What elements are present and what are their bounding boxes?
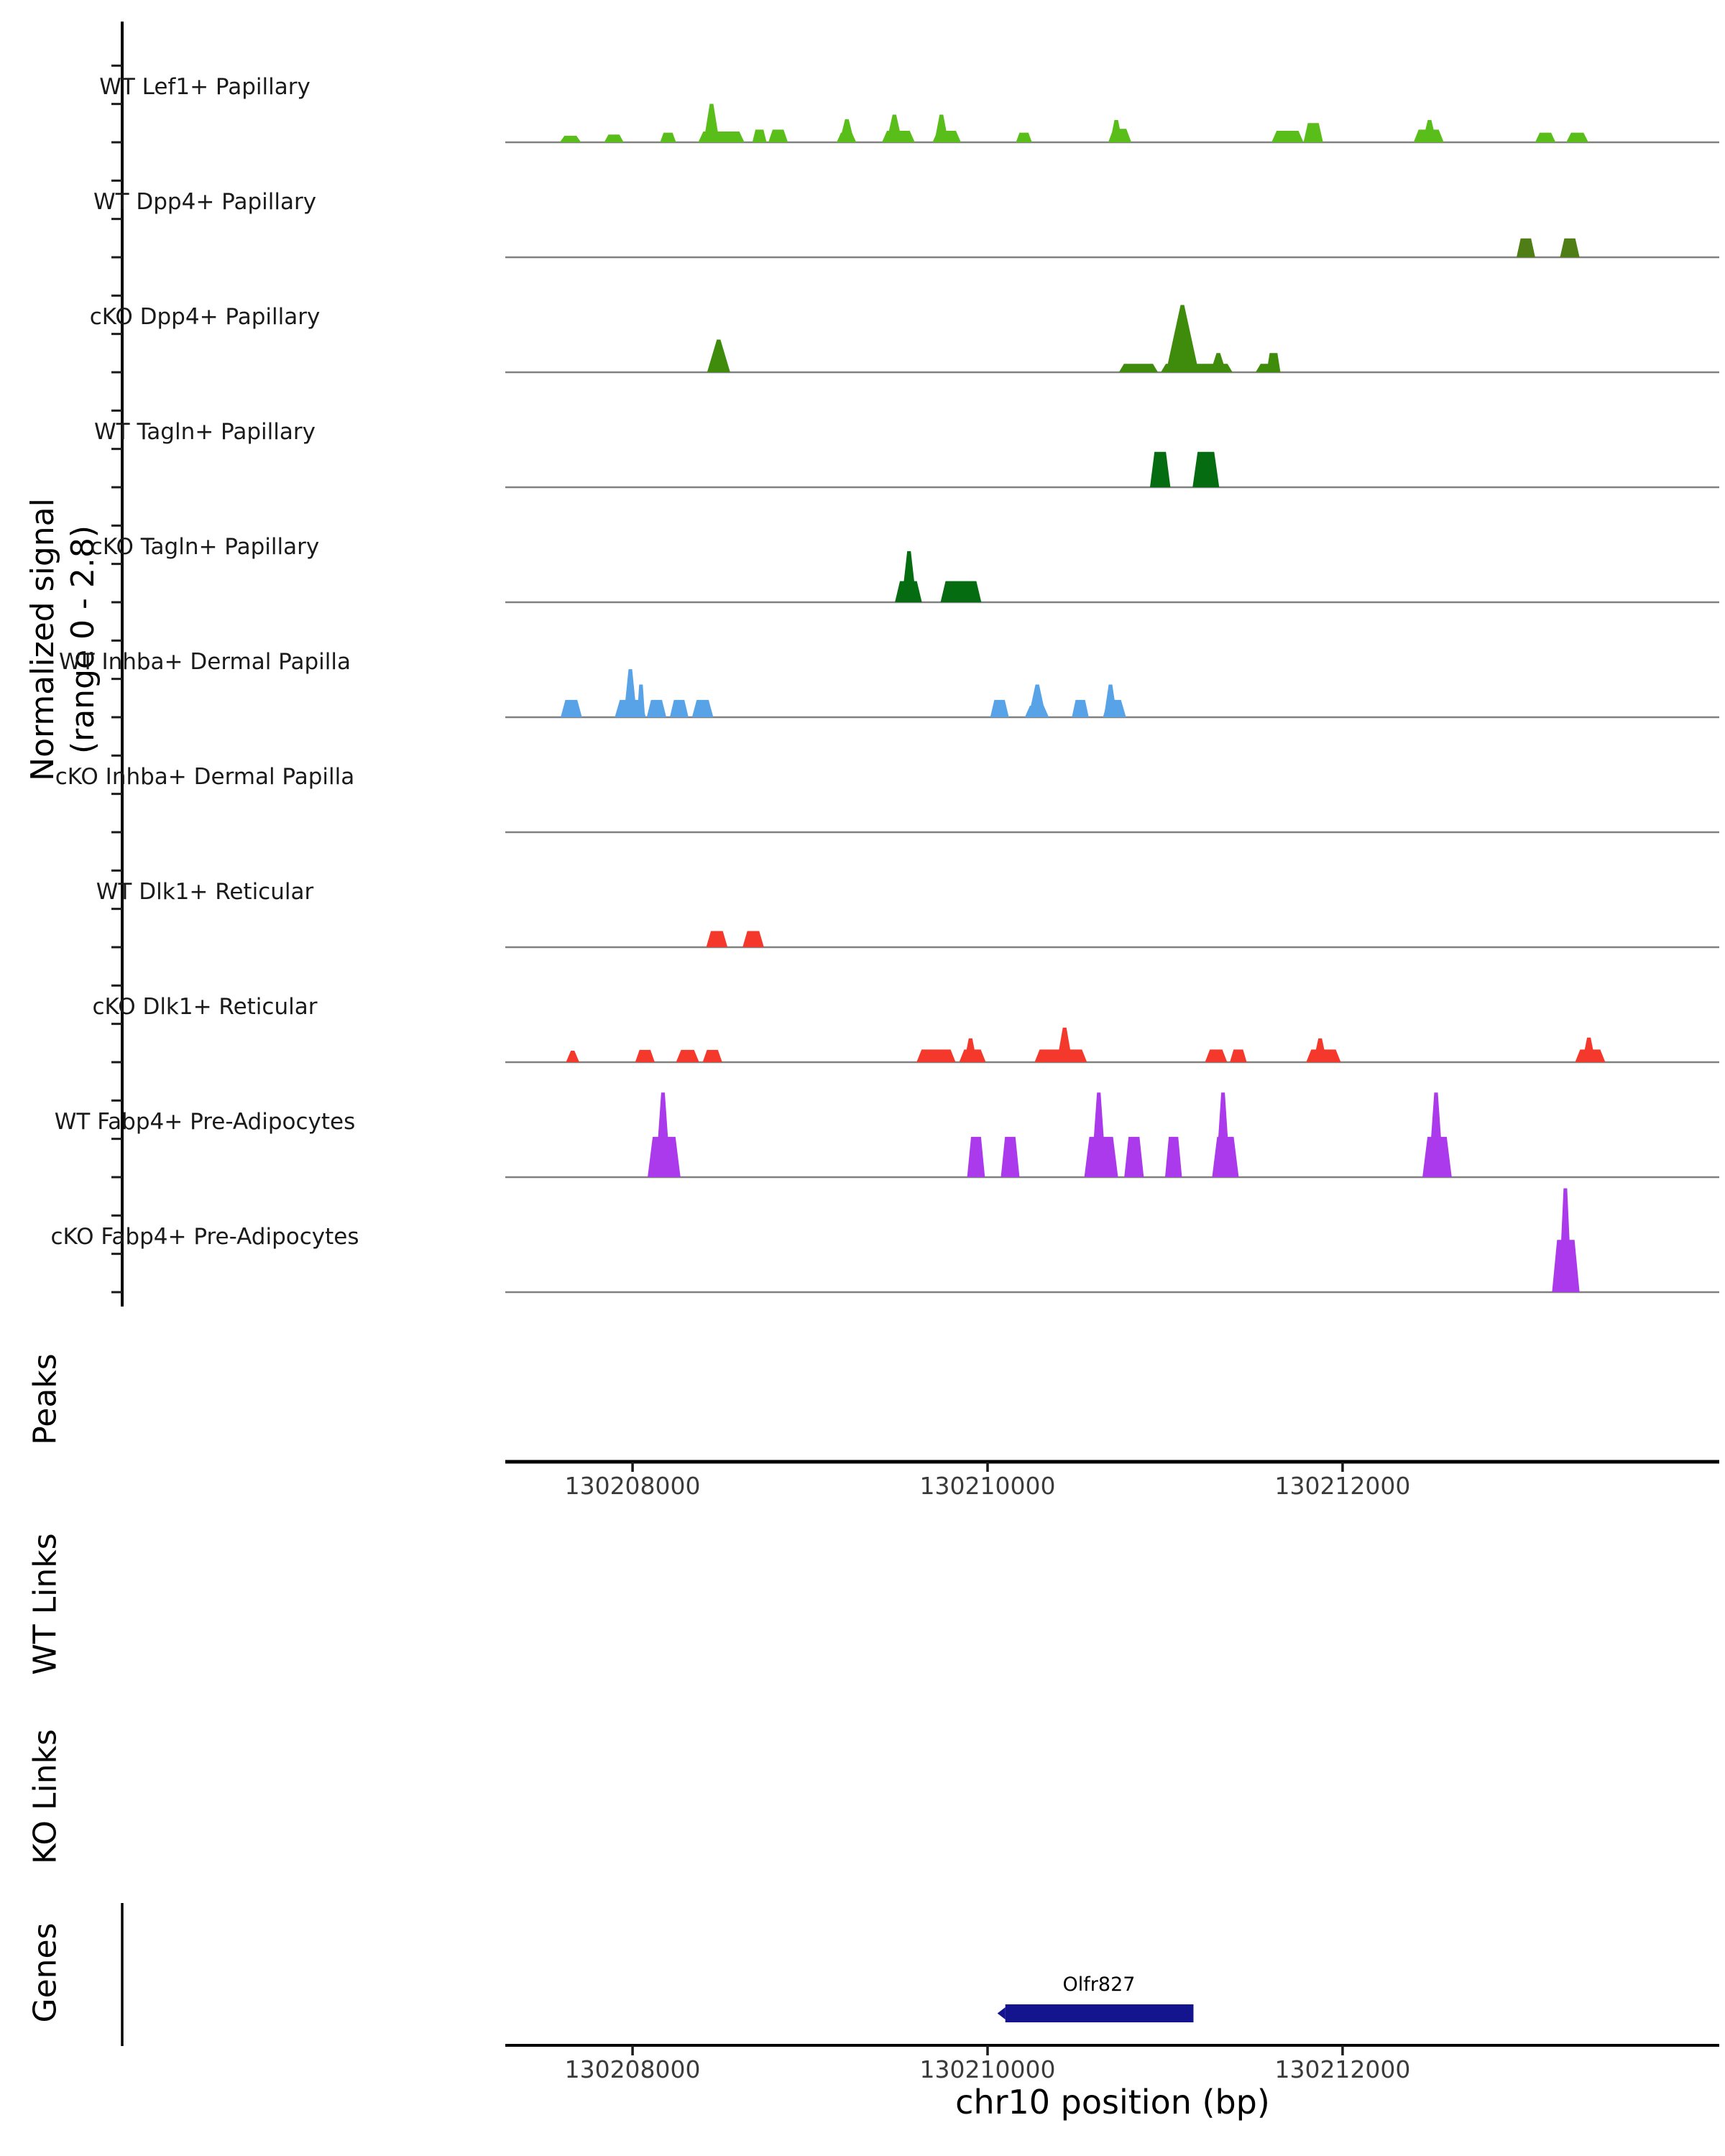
signal-peak — [1072, 700, 1088, 717]
bottom-axis-tick-label: 130208000 — [564, 2055, 701, 2083]
signal-peak — [886, 114, 902, 142]
track-label: cKO Tagln+ Papillary — [90, 534, 320, 560]
signal-peak — [753, 129, 767, 142]
signal-peak — [1192, 452, 1219, 487]
signal-peak — [1150, 452, 1170, 487]
signal-peak — [1230, 1049, 1246, 1062]
signal-peak — [560, 136, 581, 142]
track-label: cKO Dlk1+ Reticular — [92, 994, 318, 1020]
track-label: WT Dpp4+ Papillary — [93, 189, 317, 215]
signal-peak — [1271, 131, 1303, 142]
signal-peak — [635, 1050, 655, 1062]
signal-peak — [1124, 1137, 1144, 1177]
peaks-axis-tick-label: 130208000 — [564, 1472, 701, 1500]
signal-peak — [656, 1092, 671, 1177]
signal-peak — [1205, 1049, 1228, 1062]
signal-peak — [1091, 1092, 1106, 1177]
track-label: WT Inhba+ Dermal Papilla — [59, 649, 351, 675]
track-label: WT Fabp4+ Pre-Adipocytes — [54, 1109, 356, 1135]
bottom-axis-tick-label: 130212000 — [1274, 2055, 1411, 2083]
bottom-axis-tick-label: 130210000 — [919, 2055, 1056, 2083]
signal-peak — [1428, 1092, 1443, 1177]
track-label: WT Dlk1+ Reticular — [96, 879, 314, 905]
section-label-genes: Genes — [27, 1922, 64, 2023]
signal-peak — [916, 1049, 955, 1062]
y-axis-title-line2: (range 0 - 2.8) — [65, 525, 101, 755]
signal-peak — [1001, 1137, 1020, 1177]
track-label: cKO Dpp4+ Papillary — [89, 304, 321, 330]
signal-peak — [1304, 123, 1323, 142]
signal-peak — [676, 1050, 699, 1062]
x-axis-title: chr10 position (bp) — [955, 2083, 1270, 2122]
track-label: WT Lef1+ Papillary — [99, 74, 310, 100]
signal-peak — [990, 700, 1009, 717]
signal-peak — [670, 700, 689, 717]
section-label-peaks: Peaks — [27, 1353, 64, 1445]
signal-peak — [1535, 133, 1555, 142]
signal-peak — [768, 129, 788, 142]
signal-peak — [901, 551, 916, 602]
signal-peak — [566, 1051, 579, 1062]
signal-peak — [1029, 685, 1046, 717]
signal-peak — [1210, 353, 1226, 372]
gene-body — [1006, 2004, 1194, 2022]
signal-peak — [624, 669, 638, 717]
gene-strand-arrow — [998, 2007, 1006, 2019]
signal-peak — [1517, 239, 1535, 257]
signal-peak — [707, 340, 730, 372]
peaks-axis-tick-label: 130212000 — [1274, 1472, 1411, 1500]
signal-peak — [1119, 364, 1158, 372]
signal-peak — [1057, 1028, 1072, 1062]
track-label: cKO Inhba+ Dermal Papilla — [55, 764, 355, 790]
signal-peak — [692, 700, 714, 717]
signal-peak — [742, 931, 764, 947]
signal-peak — [1560, 239, 1579, 257]
signal-peak — [660, 133, 676, 142]
signal-peak — [934, 114, 949, 142]
signal-peak — [840, 119, 855, 142]
signal-peak — [967, 1137, 985, 1177]
signal-peak — [941, 581, 982, 602]
signal-peak — [704, 104, 719, 143]
signal-peak — [1016, 133, 1032, 142]
signal-peak — [707, 931, 728, 947]
signal-peak — [647, 700, 666, 717]
signal-peak — [1165, 1137, 1182, 1177]
signal-peak — [604, 134, 624, 142]
gene-label: Olfr827 — [1062, 1973, 1136, 1996]
signal-peak — [1215, 1092, 1230, 1177]
signal-peak — [1566, 133, 1588, 142]
signal-peak — [703, 1050, 722, 1062]
signal-peak — [1266, 353, 1280, 372]
signal-peak — [637, 685, 645, 717]
section-label-wt-links: WT Links — [27, 1533, 64, 1675]
signal-peak — [561, 700, 582, 717]
track-label: cKO Fabp4+ Pre-Adipocytes — [50, 1224, 359, 1250]
track-label: WT Tagln+ Papillary — [94, 419, 316, 445]
y-axis-title-line1: Normalized signal — [24, 498, 61, 781]
peaks-axis-tick-label: 130210000 — [919, 1472, 1056, 1500]
section-label-ko-links: KO Links — [27, 1728, 64, 1865]
signal-peak — [1166, 305, 1199, 372]
